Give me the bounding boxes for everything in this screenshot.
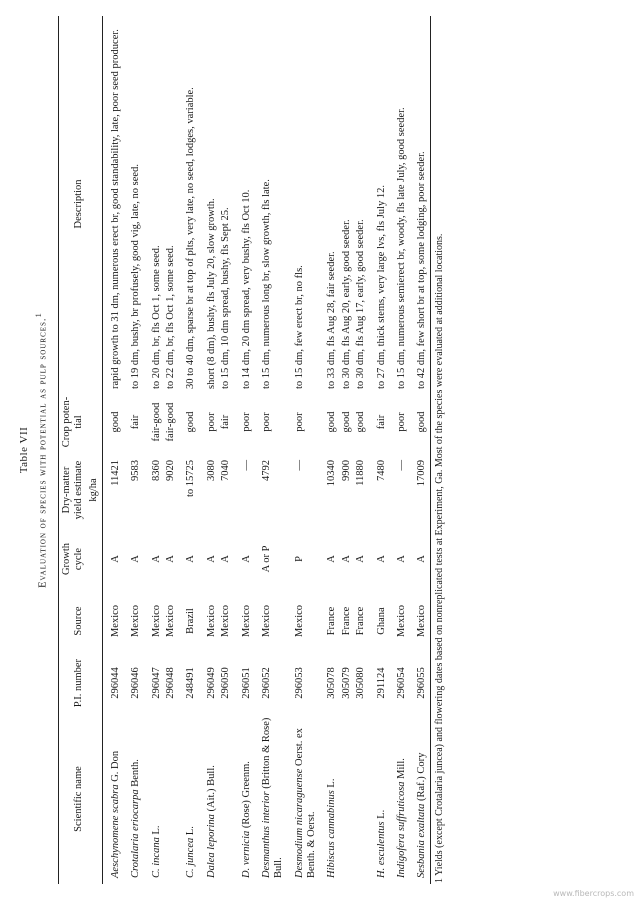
cell-source: Mexico — [205, 604, 217, 638]
species-name: C. incana — [150, 837, 162, 878]
cell-growth-cycle: A — [205, 555, 217, 563]
cell-source: Mexico — [150, 604, 162, 638]
cell-source: Mexico — [260, 604, 272, 638]
cell-growth-cycle: A — [375, 555, 387, 563]
species-name: Dalea leporina — [205, 814, 217, 878]
cell-dry-matter-yield: 9020 — [165, 460, 177, 481]
cell-growth-cycle: A or P — [260, 545, 272, 573]
cell-description: to 33 dm, fls Aug 28, fair seeder. — [326, 251, 338, 389]
cell-growth-cycle: A — [326, 555, 338, 563]
species-authority: (Raf.) Cory — [416, 752, 428, 801]
cell-pi-number: 305078 — [326, 667, 338, 699]
cell-description: to 15 dm, numerous long br, slow growth, fls late. — [260, 179, 272, 389]
species-authority: Benth. — [130, 759, 142, 787]
cell-dry-matter-yield: 3080 — [205, 460, 217, 481]
table-subtitle-footnote-marker: 1 — [32, 312, 43, 318]
table-row — [389, 16, 409, 884]
cell-description: to 15 dm, few erect br, no fls. — [293, 265, 305, 389]
cell-crop-potential: fair-good — [150, 402, 162, 442]
cell-dry-matter-yield: 11421 — [109, 460, 121, 486]
cell-pi-number: 291124 — [375, 667, 387, 699]
cell-pi-number: 296055 — [416, 667, 428, 699]
cell-growth-cycle: A — [150, 555, 162, 563]
cell-dry-matter-yield: 4792 — [260, 460, 272, 481]
cell-scientific-name — [340, 714, 354, 884]
cell-growth-cycle: A — [185, 555, 197, 563]
cell-pi-number: 296044 — [109, 667, 121, 699]
cell-scientific-name — [287, 714, 320, 884]
cell-dry-matter-yield: 11880 — [355, 460, 367, 486]
cell-crop-potential: good — [416, 411, 428, 433]
cell-source: Mexico — [395, 604, 407, 638]
header-crop-potential: Crop poten-tial — [58, 392, 87, 452]
cell-source: Mexico — [416, 604, 428, 638]
cell-crop-potential: good — [109, 411, 121, 433]
cell-source: France — [326, 606, 338, 636]
cell-pi-number: 296052 — [260, 667, 272, 699]
cell-source: Mexico — [165, 604, 177, 638]
cell-pi-number: 296046 — [130, 667, 142, 699]
cell-scientific-name — [102, 714, 123, 884]
rotated-page — [10, 10, 630, 890]
cell-source: Mexico — [293, 604, 305, 638]
species-name: Desmanthus interior — [260, 791, 272, 878]
species-name: Aeschynomene scabra — [109, 784, 121, 878]
cell-source: France — [340, 606, 352, 636]
cell-growth-cycle: A — [220, 555, 232, 563]
table-row — [369, 16, 389, 884]
cell-pi-number: 305080 — [355, 667, 367, 699]
cell-pi-number: 296049 — [205, 667, 217, 699]
cell-crop-potential: fair — [375, 414, 387, 430]
table-row — [178, 16, 198, 884]
cell-dry-matter-yield: 7040 — [220, 460, 232, 481]
cell-description: to 15 dm, 10 dm spread, bushy, fls Sept 25. — [220, 207, 232, 389]
species-authority: Mill. — [395, 758, 407, 779]
cell-scientific-name — [199, 714, 219, 884]
cell-pi-number: 248491 — [185, 667, 197, 699]
cell-description: to 20 dm, br, fls Oct 1, some seed. — [150, 245, 162, 389]
table-subtitle-text: Evaluation of species with potential as pulp sources. — [37, 317, 49, 588]
cell-pi-number: 296050 — [220, 667, 232, 699]
cell-dry-matter-yield: 7480 — [375, 460, 387, 481]
table-subtitle — [33, 10, 50, 890]
species-authority: (Ait.) Bull. — [205, 765, 217, 812]
cell-dry-matter-yield: 17009 — [416, 460, 428, 487]
cell-scientific-name — [144, 714, 164, 884]
species-name: Sesbania exaltata — [416, 803, 428, 878]
cell-pi-number: 296051 — [240, 667, 252, 699]
cell-crop-potential: poor — [240, 412, 252, 432]
header-growth-cycle: Growth cycle — [58, 528, 87, 590]
species-name: Indigofera suffruticosa — [395, 781, 407, 878]
cell-scientific-name — [234, 714, 254, 884]
cell-description: to 30 dm, fls Aug 20, early, good seeder. — [340, 219, 352, 389]
cell-dry-matter-yield: 9900 — [340, 460, 352, 481]
cell-crop-potential: good — [340, 411, 352, 433]
cell-source: Mexico — [130, 604, 142, 638]
header-scientific-name: Scientific name — [58, 714, 87, 884]
species-name: H. esculentus — [375, 821, 387, 878]
table-row — [144, 16, 164, 884]
cell-growth-cycle: A — [416, 555, 428, 563]
table-row — [319, 16, 339, 884]
cell-scientific-name — [178, 714, 198, 884]
cell-crop-potential: poor — [293, 412, 305, 432]
cell-source: France — [355, 606, 367, 636]
table-row — [354, 16, 368, 884]
cell-scientific-name — [219, 714, 233, 884]
species-authority: G. Don — [109, 750, 121, 782]
cell-crop-potential: fair-good — [165, 402, 177, 442]
cell-description: short (8 dm), bushy, fls July 20, slow growth. — [205, 198, 217, 389]
species-authority: L. — [375, 809, 387, 819]
cell-crop-potential: poor — [395, 412, 407, 432]
cell-description: 30 to 40 dm, sparse br at top of plts, very late, no seed, lodges, variable. — [185, 87, 197, 389]
cell-source: Brazil — [185, 608, 197, 634]
cell-crop-potential: poor — [205, 412, 217, 432]
cell-scientific-name — [409, 714, 430, 884]
species-authority: L. — [150, 825, 162, 835]
cell-pi-number: 296048 — [165, 667, 177, 699]
species-authority: (Rose) Greenm. — [240, 761, 252, 829]
table-row — [340, 16, 354, 884]
table-row — [409, 16, 430, 884]
cell-dry-matter-yield: to 15725 — [185, 460, 197, 498]
table-row — [123, 16, 143, 884]
cell-scientific-name — [319, 714, 339, 884]
table-row — [234, 16, 254, 884]
cell-growth-cycle: A — [165, 555, 177, 563]
cell-crop-potential: good — [355, 411, 367, 433]
header-yield-unit: kg/ha — [88, 452, 103, 528]
cell-source: Ghana — [375, 607, 387, 635]
cell-description: to 30 dm, fls Aug 17, early, good seeder. — [355, 219, 367, 389]
cell-crop-potential: good — [326, 411, 338, 433]
table-row — [164, 16, 178, 884]
cell-dry-matter-yield: — — [293, 460, 305, 471]
watermark: www.fibercrops.com — [553, 889, 634, 898]
species-authority: Oerst. ex Benth. & Oerst. — [293, 728, 318, 878]
table-row — [199, 16, 219, 884]
cell-dry-matter-yield: 8360 — [150, 460, 162, 481]
cell-pi-number: 296047 — [150, 667, 162, 699]
cell-growth-cycle: A — [340, 555, 352, 563]
cell-crop-potential: good — [185, 411, 197, 433]
table-title: Table VII — [18, 426, 30, 474]
header-pi-number: P.I. number — [58, 652, 87, 714]
cell-growth-cycle: A — [109, 555, 121, 563]
header-dry-matter-yield: Dry-matter yield estimate — [58, 452, 87, 528]
cell-growth-cycle: A — [395, 555, 407, 563]
cell-crop-potential: fair — [220, 414, 232, 430]
table-row — [102, 16, 123, 884]
header-source: Source — [58, 590, 87, 652]
cell-description: to 22 dm, br, fls Oct 1, some seed. — [165, 245, 177, 389]
species-authority: L. — [326, 778, 338, 788]
cell-dry-matter-yield: 9583 — [130, 460, 142, 481]
species-authority: L. — [185, 826, 197, 836]
cell-description: to 19 dm, bushy, br profusely, good vig, late, no seed. — [130, 164, 142, 389]
cell-source: Mexico — [240, 604, 252, 638]
cell-dry-matter-yield: 10340 — [326, 460, 338, 487]
cell-crop-potential: fair — [130, 414, 142, 430]
cell-pi-number: 296053 — [293, 667, 305, 699]
cell-scientific-name — [164, 714, 178, 884]
species-name: Crotalaria eriocarpa — [130, 789, 142, 878]
table-row — [287, 16, 320, 884]
header-description: Description — [58, 16, 87, 392]
cell-scientific-name — [354, 714, 368, 884]
cell-crop-potential: poor — [260, 412, 272, 432]
species-authority: (Britton & Rose) Bull. — [260, 717, 285, 878]
species-name: D. vernicia — [240, 830, 252, 878]
cell-description: to 42 dm, few short br at top, some lodging, poor seeder. — [416, 151, 428, 389]
cell-pi-number: 305079 — [340, 667, 352, 699]
cell-growth-cycle: A — [130, 555, 142, 563]
cell-scientific-name — [123, 714, 143, 884]
cell-description: to 15 dm, numerous semierect br, woody, fls late July, good seeder. — [395, 107, 407, 389]
cell-scientific-name — [369, 714, 389, 884]
table-row — [254, 16, 287, 884]
table-footnote: 1 Yields (except Crotalaria juncea) and flowering dates based on nonreplicated tests at Experiment, Ga. Most of the species were evaluated at additional locations. — [430, 16, 446, 884]
species-name: C. juncea — [185, 837, 197, 878]
cell-description: to 14 dm, 20 dm spread, very bushy, fls Oct 10. — [240, 189, 252, 389]
species-name: Desmodium nicaraguense — [293, 768, 305, 878]
species-table — [58, 16, 447, 884]
species-name: Hibiscus cannabinus — [326, 790, 338, 878]
cell-pi-number: 296054 — [395, 667, 407, 699]
cell-growth-cycle: P — [293, 556, 305, 562]
cell-scientific-name — [254, 714, 287, 884]
cell-dry-matter-yield: — — [395, 460, 407, 471]
table-row — [219, 16, 233, 884]
cell-scientific-name — [389, 714, 409, 884]
cell-dry-matter-yield: — — [240, 460, 252, 471]
cell-source: Mexico — [109, 604, 121, 638]
cell-growth-cycle: A — [355, 555, 367, 563]
cell-description: to 27 dm, thick stems, very large lvs, fls July 12. — [375, 185, 387, 389]
cell-description: rapid growth to 31 dm, numerous erect br, good standability, late, poor seed producer. — [109, 29, 121, 389]
cell-growth-cycle: A — [240, 555, 252, 563]
cell-source: Mexico — [220, 604, 232, 638]
